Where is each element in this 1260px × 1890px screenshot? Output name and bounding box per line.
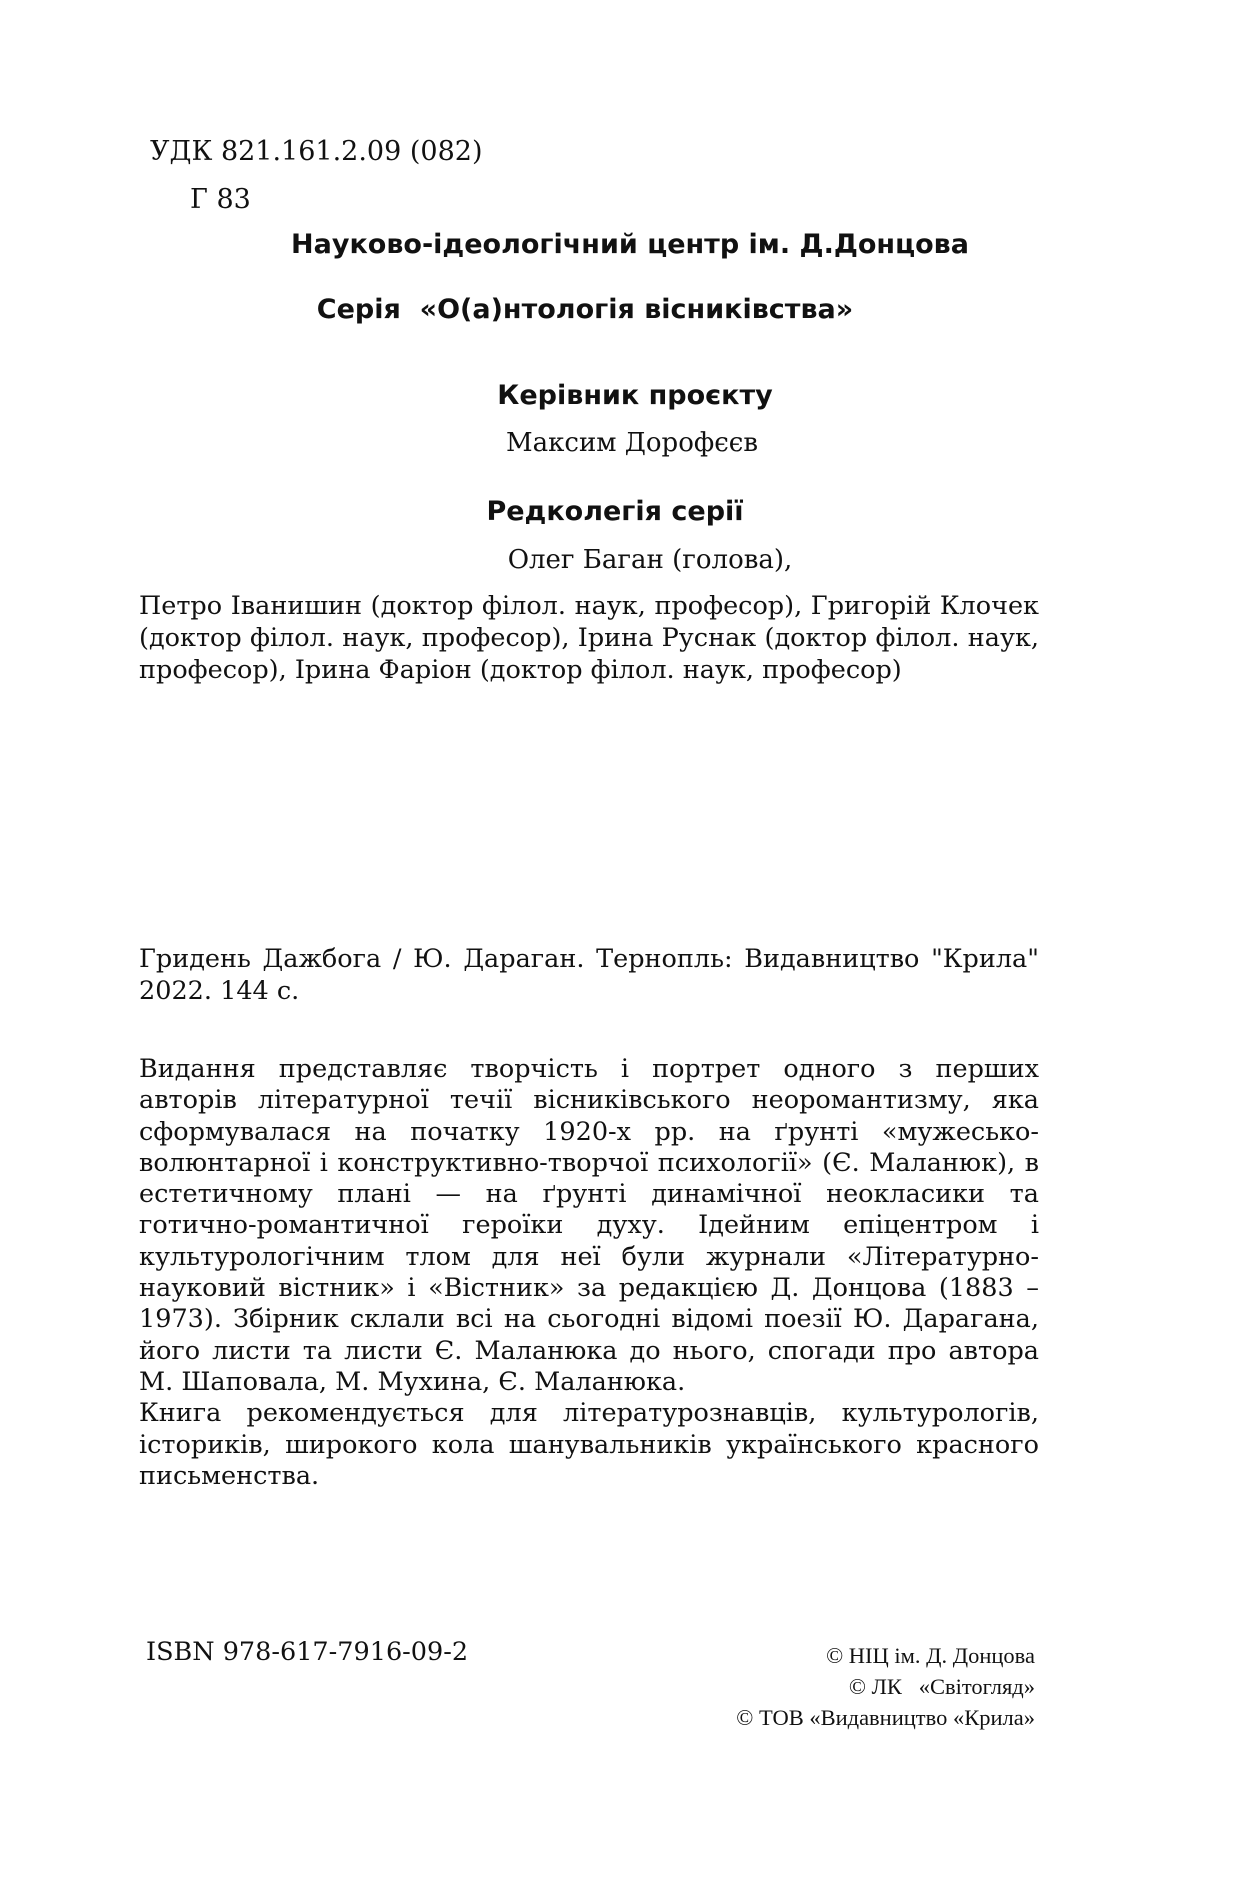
- abstract-paragraph: Видання представляє творчість і портрет одного з перших авторів літературної течії вісниківського неоромантизму, яка сформувалася на початку 1920-х рр. на ґрунті «мужесько-волюнтарної і конструктивно-творчої психології» (Є. Маланюк), в естетичному плані — на ґрунті динамічної неокласики та готично-романтичної героїки духу. Ідейним епіцентром і культурологічним тлом для неї були журнали «Літературно-науковий вістник» і «Вістник» за редакцією Д. Донцова (1883 – 1973). Збірник склали всі на сьогодні відомі поезії Ю. Дарагана, його листи та листи Є. Маланюка до нього, спогади про автора М. Шаповала, М. Мухина, Є. Маланюка.: [139, 1054, 1039, 1397]
- editorial-board-members: Петро Іванишин (доктор філол. наук, професор), Григорій Клочек (доктор філол. наук, професор), Ірина Руснак (доктор філол. наук, професор), Ірина Фаріон (доктор філол. наук, професор): [139, 591, 1039, 685]
- bibliographic-entry: Гридень Дажбога / Ю. Дараган. Тернопль: Видавництво "Крила" 2022. 144 с.: [139, 944, 1039, 1006]
- abstract-paragraph: Книга рекомендується для літературознавців, культурологів, істориків, широкого кола шанувальників українського красного письменства.: [139, 1398, 1039, 1491]
- copyright-line: © НІЦ ім. Д. Донцова: [826, 1643, 1035, 1668]
- project-head-name: Максим Дорофєєв: [506, 428, 758, 458]
- classification-code: Г 83: [190, 184, 251, 215]
- project-head-label: Керівник проєкту: [497, 380, 773, 411]
- udk-code: УДК 821.161.2.09 (082): [150, 136, 483, 167]
- editorial-board-chair: Олег Баган (голова),: [507, 545, 793, 575]
- editorial-board-label: Редколегія серії: [486, 496, 744, 527]
- isbn: ISBN 978-617-7916-09-2: [146, 1637, 469, 1667]
- copyright-line: © ЛК «Світогляд»: [848, 1674, 1035, 1699]
- copyright-line: © ТОВ «Видавництво «Крила»: [736, 1705, 1035, 1730]
- abstract: [139, 1054, 1039, 1492]
- organization-title: Науково-ідеологічний центр ім. Д.Донцова: [291, 229, 969, 260]
- series-title: Серія «О(а)нтологія вісниківства»: [316, 294, 854, 325]
